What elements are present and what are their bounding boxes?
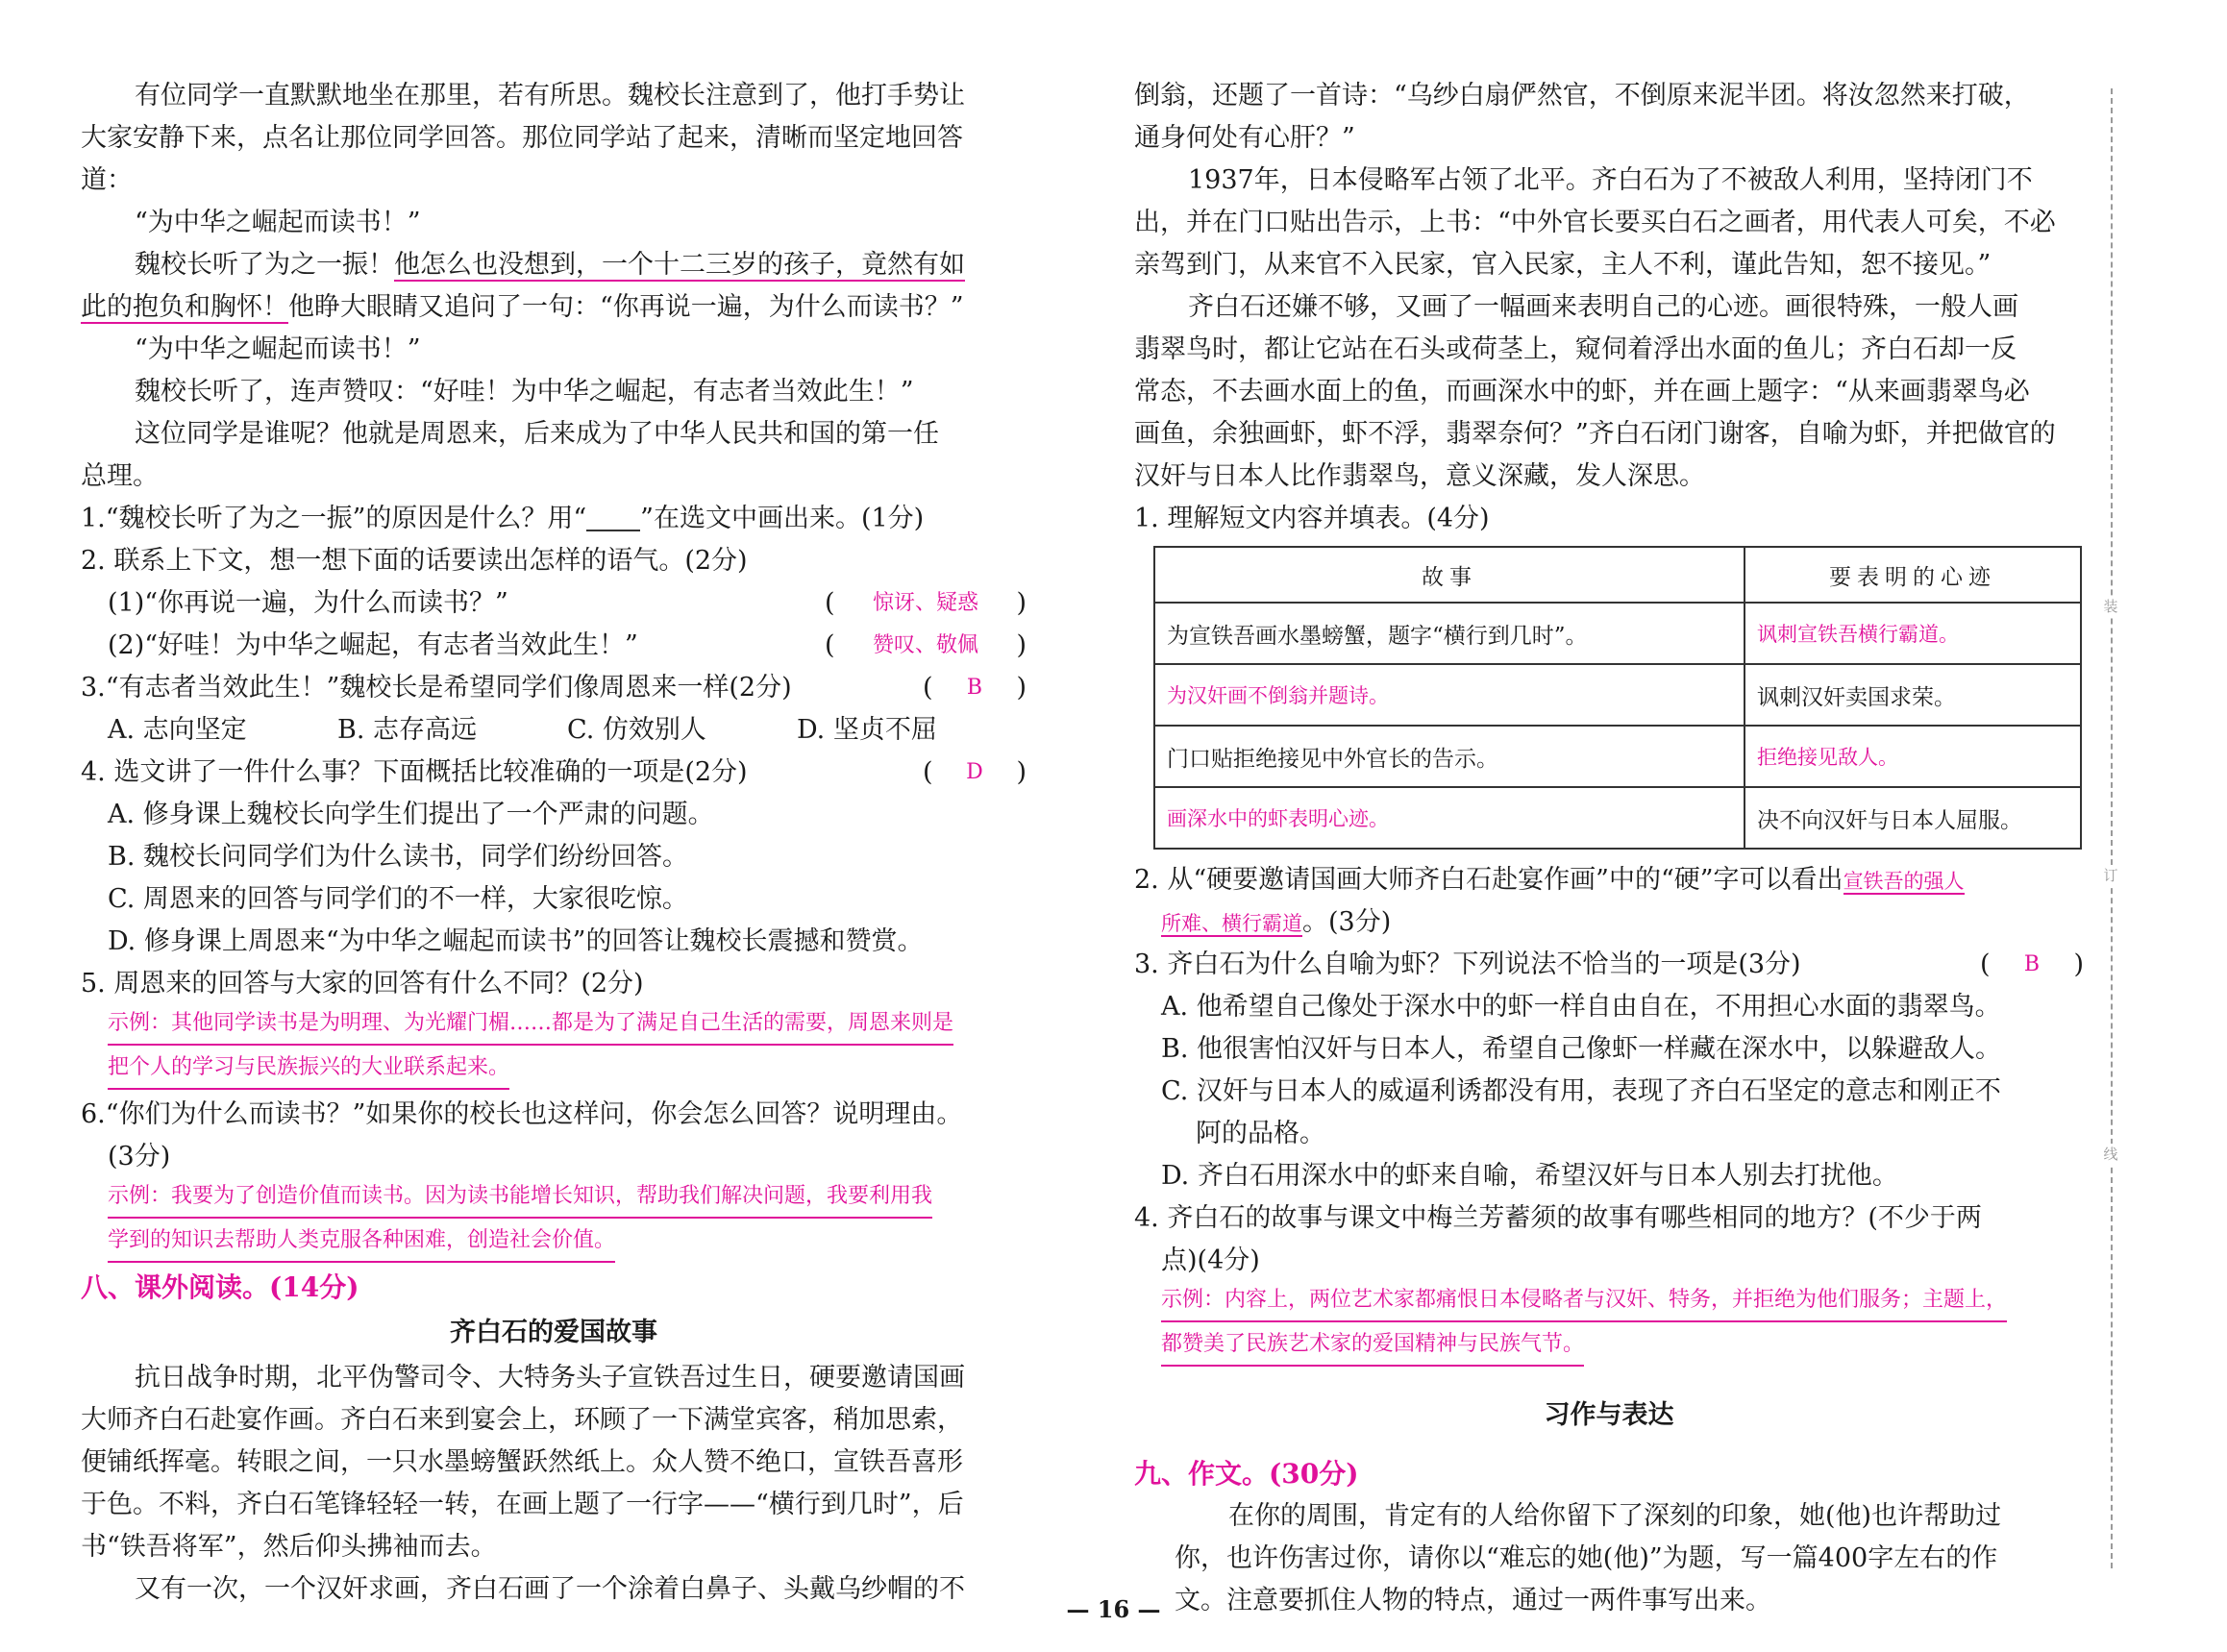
option: C. 仿效别人 bbox=[567, 715, 706, 745]
question-4: 4. 齐白石的故事与课文中梅兰芳蓄须的故事有哪些相同的地方？(不少于两 bbox=[1134, 1203, 1982, 1233]
option: A. 他希望自己像处于深水中的虾一样自由自在，不用担心水面的翡翠鸟。 bbox=[1161, 992, 2001, 1022]
section-heading: 九、作文。(30分) bbox=[1134, 1458, 1359, 1490]
answer-text: 赞叹、敬佩 bbox=[872, 633, 978, 657]
question-text: 1.“魏校长听了为之一振”的原因是什么？用“ bbox=[81, 504, 587, 533]
question-4-cont: 点)(4分) bbox=[1161, 1245, 1260, 1275]
option-cont: 阿的品格。 bbox=[1196, 1119, 1325, 1148]
option: B. 他很害怕汉奸与日本人，希望自己像虾一样藏在深水中，以躲避敌人。 bbox=[1161, 1034, 2002, 1064]
passage-line: 有位同学一直默默地坐在那里，若有所思。魏校长注意到了，他打手势让 bbox=[135, 81, 965, 111]
table-header: 故事 bbox=[1154, 547, 1744, 603]
story-line: 抗日战争时期，北平伪警司令、大特务头子宣铁吾过生日，硬要邀请国画 bbox=[135, 1363, 965, 1393]
question-text: 3.“有志者当效此生！”魏校长是希望同学们像周恩来一样(2分) bbox=[81, 673, 792, 703]
table-header: 要表明的心迹 bbox=[1744, 547, 2081, 603]
story-line: 倒翁，还题了一首诗：“乌纱白扇俨然官，不倒原来泥半团。将汝忽然来打破， bbox=[1134, 81, 2030, 111]
story-line: 1937年，日本侵略军占领了北平。齐白石为了不被敌人利用，坚持闭门不 bbox=[1188, 165, 2033, 195]
passage-line bbox=[81, 244, 1027, 286]
story-line: 书“铁吾将军”，然后仰头拂袖而去。 bbox=[81, 1532, 497, 1562]
question-1 bbox=[81, 498, 1027, 540]
question-4 bbox=[81, 752, 1027, 794]
blank-line bbox=[586, 508, 640, 531]
table-cell-answer: 拒绝接见敌人。 bbox=[1744, 726, 2081, 787]
binding-dashed-line bbox=[2111, 88, 2113, 1568]
option: A. 修身课上魏校长向学生们提出了一个严肃的问题。 bbox=[108, 800, 714, 829]
table-cell: 决不向汉奸与日本人屈服。 bbox=[1744, 787, 2081, 849]
answer-parens: ( D ) bbox=[923, 752, 1027, 794]
story-line: 汉奸与日本人比作翡翠鸟，意义深藏，发人深思。 bbox=[1134, 461, 1705, 491]
table-cell-answer: 画深水中的虾表明心迹。 bbox=[1154, 787, 1744, 849]
question-text: ”在选文中画出来。(1分) bbox=[640, 504, 925, 533]
answer-parens: ( B ) bbox=[1980, 944, 2084, 986]
answer-text: B bbox=[2023, 952, 2041, 976]
binding-marker: 订 bbox=[2101, 865, 2120, 885]
question-3 bbox=[1134, 944, 2084, 986]
passage-text: 他睁大眼睛又追问了一句：“你再说一遍，为什么而读书？” bbox=[288, 292, 964, 322]
question-2-cont bbox=[1134, 901, 2084, 944]
story-line: 翡翠鸟时，都让它站在石头或荷茎上，窥伺着浮出水面的鱼儿；齐白石却一反 bbox=[1134, 334, 2017, 364]
answer-line: 学到的知识去帮助人类克服各种困难，创造社会价值。 bbox=[108, 1222, 615, 1263]
passage-line: 总理。 bbox=[81, 461, 159, 491]
answer-text: 宣铁吾的强人 bbox=[1843, 870, 1965, 893]
answer-text: 惊讶、疑惑 bbox=[872, 591, 978, 615]
answer-parens: ( B ) bbox=[923, 667, 1027, 709]
answer-line: 示例：其他同学读书是为明理、为光耀门楣……都是为了满足自己生活的需要，周恩来则是 bbox=[108, 1005, 953, 1046]
question-2-2 bbox=[81, 625, 1027, 667]
passage-line: “为中华之崛起而读书！” bbox=[135, 208, 421, 237]
question-2: 2. 联系上下文，想一想下面的话要读出怎样的语气。(2分) bbox=[81, 546, 748, 576]
story-line: 画鱼，余独画虾，虾不浮，翡翠奈何？”齐白石闭门谢客，自喻为虾，并把做官的 bbox=[1134, 419, 2056, 449]
table-header-row bbox=[1154, 547, 2081, 603]
table-row bbox=[1154, 664, 2081, 726]
passage-line: 这位同学是谁呢？他就是周恩来，后来成为了中华人民共和国的第一任 bbox=[135, 419, 939, 449]
question-2-1 bbox=[81, 582, 1027, 625]
table-cell: 讽刺汉奸卖国求荣。 bbox=[1744, 664, 2081, 726]
question-text: 3. 齐白石为什么自喻为虾？下列说法不恰当的一项是(3分) bbox=[1134, 949, 1801, 979]
passage-text: 魏校长听了为之一振！ bbox=[135, 250, 394, 280]
answer-text: 所难、横行霸道 bbox=[1161, 912, 1302, 935]
option: C. 周恩来的回答与同学们的不一样，大家很吃惊。 bbox=[108, 884, 688, 914]
option: B. 志存高远 bbox=[337, 715, 478, 745]
essay-line: 你，也许伤害过你，请你以“难忘的她(他)”为题，写一篇400字左右的作 bbox=[1175, 1543, 1998, 1573]
question-text: (2)“好哇！为中华之崛起，有志者当效此生！” bbox=[108, 630, 638, 660]
table-row bbox=[1154, 726, 2081, 787]
binding-marker: 线 bbox=[2101, 1144, 2120, 1164]
passage-line bbox=[81, 286, 1027, 329]
story-title: 齐白石的爱国故事 bbox=[450, 1318, 657, 1347]
essay-line: 文。注意要抓住人物的特点，通过一两件事写出来。 bbox=[1175, 1586, 1771, 1615]
answer-parens: ( 赞叹、敬佩 ) bbox=[825, 625, 1027, 667]
answer-parens: ( 惊讶、疑惑 ) bbox=[825, 582, 1027, 625]
question-text: 。(3分) bbox=[1302, 907, 1392, 937]
story-line: 便铺纸挥毫。转眼之间，一只水墨螃蟹跃然纸上。众人赞不绝口，宣铁吾喜形 bbox=[81, 1447, 963, 1477]
story-line: 齐白石还嫌不够，又画了一幅画来表明自己的心迹。画很特殊，一般人画 bbox=[1188, 292, 2018, 322]
question-3 bbox=[81, 667, 1027, 709]
option: C. 汉奸与日本人的威逼利诱都没有用，表现了齐白石坚定的意志和刚正不 bbox=[1161, 1076, 2001, 1106]
table-cell: 为宣铁吾画水墨螃蟹，题字“横行到几时”。 bbox=[1154, 603, 1744, 664]
answer-line: 把个人的学习与民族振兴的大业联系起来。 bbox=[108, 1049, 509, 1090]
table-row bbox=[1154, 787, 2081, 849]
story-line: 大师齐白石赴宴作画。齐白石来到宴会上，环顾了一下满堂宾客，稍加思索， bbox=[81, 1405, 963, 1435]
writing-title: 习作与表达 bbox=[1544, 1400, 1674, 1430]
story-line: 亲驾到门，从来官不入民家，官入民家，主人不利，谨此告知，恕不接见。” bbox=[1134, 250, 1992, 280]
binding-marker: 装 bbox=[2101, 596, 2120, 616]
option: D. 齐白石用深水中的虾来自喻，希望汉奸与日本人别去打扰他。 bbox=[1161, 1161, 1898, 1191]
question-text: 4. 选文讲了一件什么事？下面概括比较准确的一项是(2分) bbox=[81, 757, 748, 787]
story-line: 通身何处有心肝？” bbox=[1134, 123, 1355, 153]
question-text: (1)“你再说一遍，为什么而读书？” bbox=[108, 588, 508, 618]
answer-text: B bbox=[966, 676, 983, 700]
option: D. 坚贞不屈 bbox=[797, 715, 937, 745]
table-row bbox=[1154, 603, 2081, 664]
right-column bbox=[1134, 75, 2084, 1622]
passage-line: “为中华之崛起而读书！” bbox=[135, 334, 421, 364]
essay-line: 在你的周围，肯定有的人给你留下了深刻的印象，她(他)也许帮助过 bbox=[1228, 1501, 2002, 1531]
question-1: 1. 理解短文内容并填表。(4分) bbox=[1134, 504, 1490, 533]
option: D. 修身课上周恩来“为中华之崛起而读书”的回答让魏校长震撼和赞赏。 bbox=[108, 926, 924, 956]
passage-line: 大家安静下来，点名让那位同学回答。那位同学站了起来，清晰而坚定地回答 bbox=[81, 123, 963, 153]
page-number: — 16 — bbox=[1066, 1595, 1161, 1623]
question-5: 5. 周恩来的回答与大家的回答有什么不同？(2分) bbox=[81, 969, 644, 999]
option: A. 志向坚定 bbox=[108, 715, 247, 745]
answer-line: 示例：内容上，两位艺术家都痛恨日本侵略者与汉奸、特务，并拒绝为他们服务；主题上， bbox=[1161, 1282, 2007, 1322]
answer-line: 都赞美了民族艺术家的爱国精神与民族气节。 bbox=[1161, 1326, 1584, 1367]
question-text: 2. 从“硬要邀请国画大师齐白石赴宴作画”中的“硬”字可以看出 bbox=[1134, 865, 1843, 895]
underlined-answer: 此的抱负和胸怀！ bbox=[81, 292, 288, 322]
story-table bbox=[1153, 546, 2082, 850]
story-line: 又有一次，一个汉奸求画，齐白石画了一个涂着白鼻子、头戴乌纱帽的不 bbox=[135, 1574, 965, 1604]
table-cell-answer: 讽刺宣铁吾横行霸道。 bbox=[1744, 603, 2081, 664]
story-line: 出，并在门口贴出告示，上书：“中外官长要买白石之画者，用代表人可矣，不必 bbox=[1134, 208, 2056, 237]
question-6-points: (3分) bbox=[108, 1142, 171, 1171]
left-column bbox=[81, 75, 1027, 1611]
table-cell-answer: 为汉奸画不倒翁并题诗。 bbox=[1154, 664, 1744, 726]
table-cell: 门口贴拒绝接见中外官长的告示。 bbox=[1154, 726, 1744, 787]
question-6: 6.“你们为什么而读书？”如果你的校长也这样问，你会怎么回答？说明理由。 bbox=[81, 1099, 963, 1129]
option: B. 魏校长问同学们为什么读书，同学们纷纷回答。 bbox=[108, 842, 689, 872]
answer-line: 示例：我要为了创造价值而读书。因为读书能增长知识，帮助我们解决问题，我要利用我 bbox=[108, 1178, 932, 1219]
question-3-options bbox=[81, 709, 1027, 752]
answer-text: D bbox=[966, 760, 983, 784]
passage-line: 魏校长听了，连声赞叹：“好哇！为中华之崛起，有志者当效此生！” bbox=[135, 377, 914, 407]
question-2 bbox=[1134, 859, 2084, 901]
story-line: 于色。不料，齐白石笔锋轻轻一转，在画上题了一行字——“横行到几时”，后 bbox=[81, 1490, 964, 1519]
section-heading: 八、课外阅读。(14分) bbox=[81, 1271, 359, 1303]
underlined-answer: 他怎么也没想到，一个十二三岁的孩子，竟然有如 bbox=[394, 250, 965, 280]
story-line: 常态，不去画水面上的鱼，而画深水中的虾，并在画上题字：“从来画翡翠鸟必 bbox=[1134, 377, 2030, 407]
passage-line: 道： bbox=[81, 165, 133, 195]
